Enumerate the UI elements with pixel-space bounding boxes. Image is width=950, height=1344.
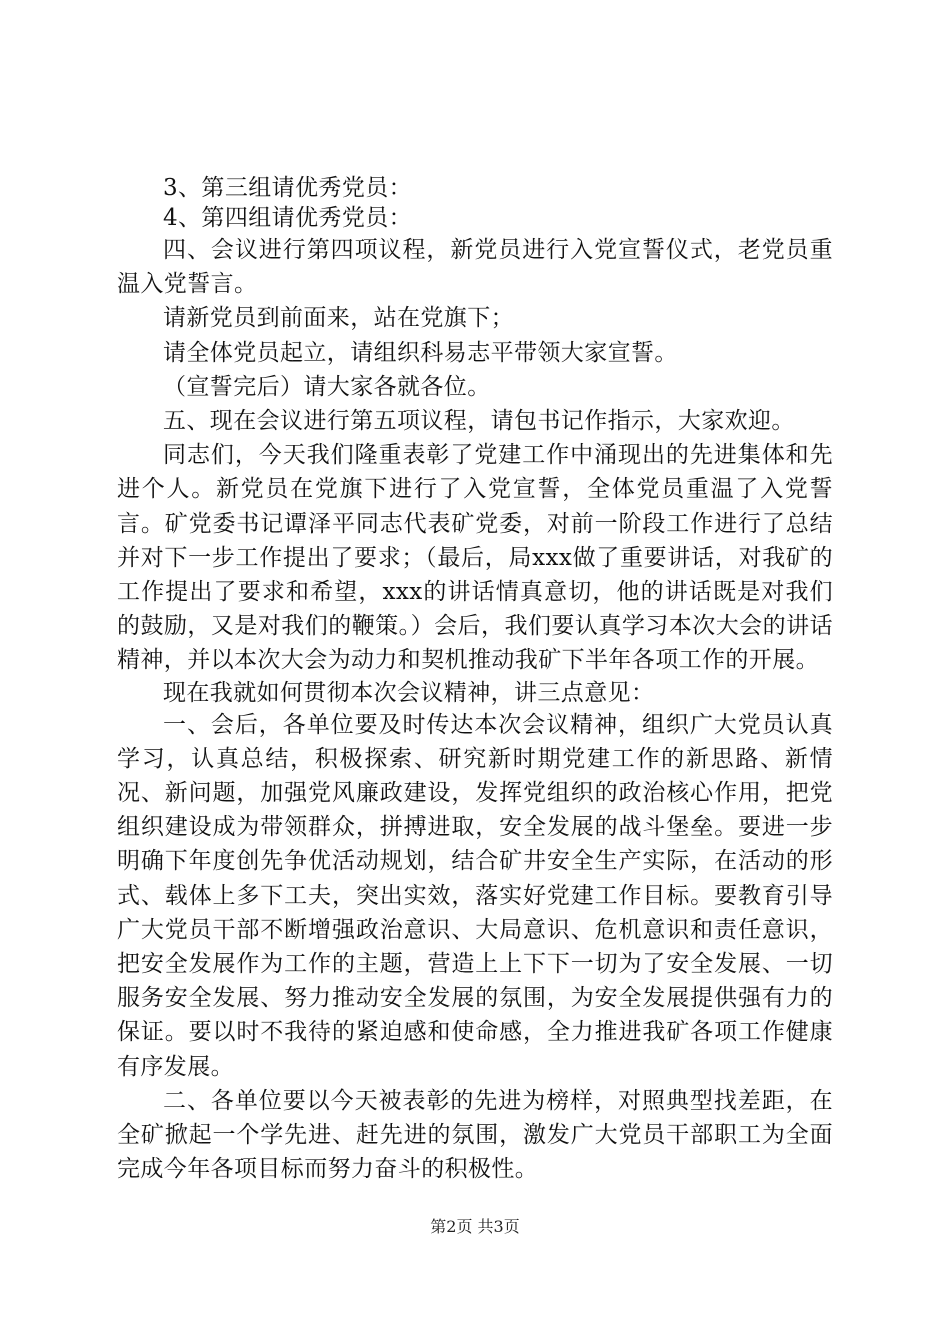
paragraph-group-3: 3、第三组请优秀党员：: [163, 175, 413, 201]
paragraph-all-stand: 请全体党员起立，请组织科易志平带领大家宣誓。: [163, 339, 678, 366]
paragraph-be-seated: （宣誓完后）请大家各就各位。: [163, 373, 491, 400]
page-number-footer: 第2页 共3页: [430, 1217, 520, 1236]
paragraph-new-members: 请新党员到前面来，站在党旗下；: [163, 305, 514, 332]
paragraph-agenda-5: 五、现在会议进行第五项议程，请包书记作指示，大家欢迎。: [163, 408, 795, 435]
paragraph-point-two: 二、各单位要以今天被表彰的先进为榜样，对照典型找差距，在全矿掀起一个学先进、赶先进的氛围，激发广大党员干部职工为全面完成今年各项目标而努力奋斗的积极性。: [117, 1087, 833, 1183]
paragraph-group-4: 4、第四组请优秀党员：: [163, 205, 413, 231]
paragraph-point-one: 一、会后，各单位要及时传达本次会议精神，组织广大党员认真学习，认真总结，积极探索、研究新时期党建工作的新思路、新情况、新问题，加强党风廉政建设，发挥党组织的政治核心作用，把党组织建设成为带领群众，拼搏进取，安全发展的战斗堡垒。要进一步明确下年度创先争优活动规划，结合矿井安全生产实际，在活动的形式、载体上多下工夫，突出实效，落实好党建工作目标。要教育引导广大党员干部不断增强政治意识、大局意识、危机意识和责任意识，把安全发展作为工作的主题，营造上上下下一切为了安全发展、一切服务安全发展、努力推动安全发展的氛围，为安全发展提供强有力的保证。要以时不我待的紧迫感和使命感，全力推进我矿各项工作健康有序发展。: [117, 711, 833, 1080]
paragraph-comrades: 同志们，今天我们隆重表彰了党建工作中涌现出的先进集体和先进个人。新党员在党旗下进行了入党宣誓，全体党员重温了入党誓言。矿党委书记谭泽平同志代表矿党委，对前一阶段工作进行了总结并对下一步工作提出了要求；（最后，局xxx做了重要讲话，对我矿的工作提出了要求和希望，xxx的讲话情真意切，他的讲话既是对我们的鼓励，又是对我们的鞭策。）会后，我们要认真学习本次大会的讲话精神，并以本次大会为动力和契机推动我矿下半年各项工作的开展。: [117, 442, 833, 674]
paragraph-agenda-4: 四、会议进行第四项议程，新党员进行入党宣誓仪式，老党员重温入党誓言。: [117, 237, 833, 298]
document-body: [117, 173, 833, 1186]
paragraph-three-points: 现在我就如何贯彻本次会议精神，讲三点意见：: [163, 679, 655, 706]
